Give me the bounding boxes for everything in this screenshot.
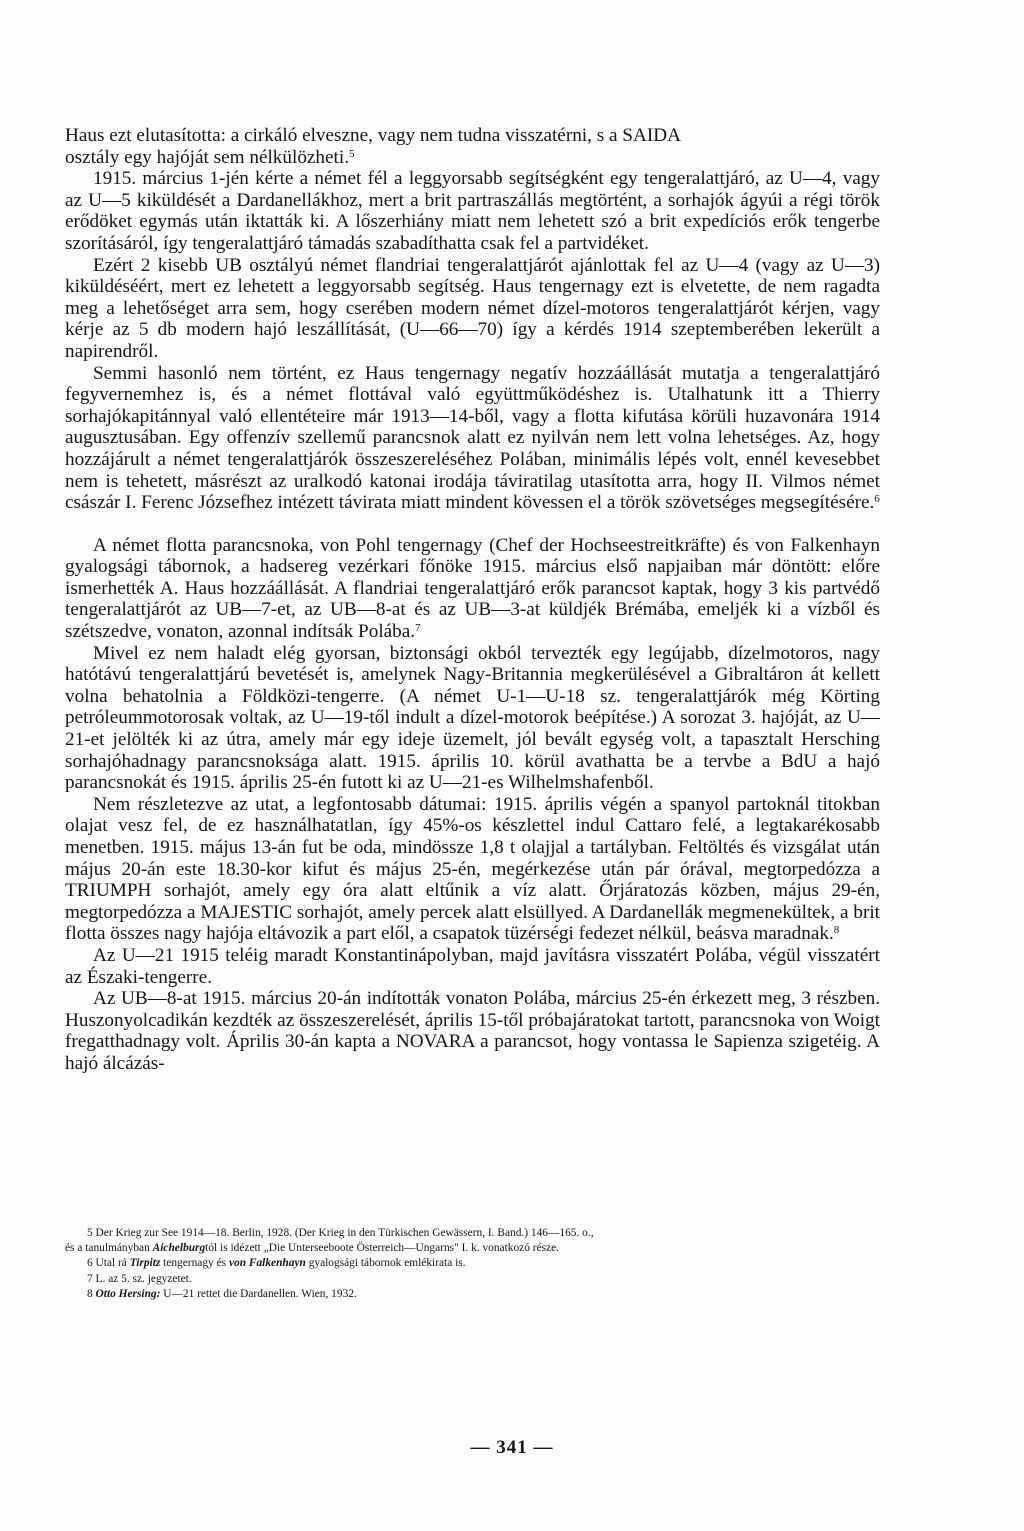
footnote-7: 7 L. az 5. sz. jegyzetet. bbox=[87, 1272, 192, 1285]
paragraph-3: Ezért 2 kisebb UB osztályú német flandriai tengeralattjárót ajánlottak fel az U—4 (vagy az U—3) kiküldéséért, mert ez lehetett a leggyorsabb segítség. Haus tengernagy ezt is elvetette, de nem ragadta meg a lehetőséget arra sem, hogy cserében modern német dízel-motoros tengeralattjárót kérjen, vagy kérje az 5 db modern hajó leszállítását, (U—66—70) így a kérdés 1914 szeptemberében lekerült a napirendről. bbox=[65, 254, 880, 362]
paragraph-1-line-1: Haus ezt elutasította: a cirkáló elveszne, vagy nem tudna visszatérni, s a SAIDA bbox=[65, 125, 681, 146]
footnote-ref-8: 8 bbox=[833, 924, 840, 937]
paragraph-7-text-start: Nem részletezve az utat, a legfontosabb dátumai: 1915. április végén a spanyol partoknál titokban olajat vesz fel, de ez használhatatlan, így 45 bbox=[65, 793, 880, 837]
footnote-6-text-c: gyalogsági tábornok emlékirata is. bbox=[305, 1257, 466, 1270]
paragraph-6: Mivel ez nem haladt elég gyorsan, biztonsági okból tervezték egy legújabb, dízelmotoros, nagy hatótávú tengeralattjárú bevetését is, amelynek Nagy-Britannia megkerülésével a Gibraltáron át kellett volna behatolnia a Földközi-tengerre. (A német U-1—U-18 sz. tengeralattjárók még Körting petróleummotorosak voltak, az U—19-től indult a dízel-motorok beépítése.) A sorozat 3. hajóját, az U—21-et jelölték ki az útra, amely már egy ideje üzemelt, jól bevált egység volt, a tapasztalt Hersching sorhajóhadnagy parancsnoksága alatt. 1915. április 10. körül avathatta be a tervbe a BdU a hajó parancsnokát és 1915. április 25-én futott ki az U—21-es Wilhelmshafenből. bbox=[65, 642, 880, 794]
footnote-5-line-1: 5 Der Krieg zur See 1914—18. Berlin, 1928. (Der Krieg in den Türkischen Gewässern, I. Band.) 146—165. o., bbox=[87, 1227, 594, 1239]
footnote-8-author: Otto Hersing: bbox=[95, 1287, 161, 1300]
footnote-6 bbox=[65, 1256, 880, 1271]
paragraph-7 bbox=[65, 794, 880, 945]
paragraph-1 bbox=[65, 125, 880, 168]
paragraph-5 bbox=[65, 535, 880, 643]
footnote-6-text-a: 6 Utal rá bbox=[87, 1257, 130, 1270]
paragraph-5-text: A német flotta parancsnoka, von Pohl tengernagy (Chef der Hochseestreitkräfte) és von Falkenhayn gyalogsági tábornok, a hadsereg vezérkari főnöke 1915. március első napjaiban már döntött: előre ismerhették A. Haus hozzáállását. A flandriai tengeralattjáró erők parancsot kaptak, hogy 3 kis partvédő tengeralattjárót az UB—7-et, az UB—8-at és az UB—3-at küldjék Brémába, emeljék ki a vízből és szétszedve, vonaton, azonnal indítsák Polába. bbox=[65, 534, 880, 643]
footnote-5-text-a: és a tanulmányban bbox=[65, 1242, 153, 1255]
footnote-6-text-b: tengernagy és bbox=[160, 1257, 229, 1270]
paragraph-4 bbox=[65, 363, 880, 514]
footnote-5 bbox=[65, 1226, 880, 1241]
paragraph-7-text-end: -os készlettel indul Cattaro felé, a legtakarékosabb menetben. 1915. május 13-án fut be oda, mindössze 1,8 t olajjal a tartályban. Feltöltés és vizsgálat után május 20-án este 18.30-kor kifut és május 25-én, megérkezése után pár órával, megtorpedózza a TRIUMPH sorhajót, amely egy óra alatt eltűnik a víz alatt. Őrjáratozás közben, május 29-én, megtorpedózza a MAJESTIC sorhajót, amely percek alatt elsüllyed. A Dardanellák megmenekültek, a brit flotta összes nagy hajója eltávozik a part elől, a csapatok tüzérségi fedezet nélkül, beásva maradnak. bbox=[65, 815, 880, 945]
footnote-8-text-a: 8 bbox=[87, 1287, 96, 1300]
footnote-ref-6: 6 bbox=[874, 493, 880, 506]
footnote-6-name-1: Tirpitz bbox=[129, 1257, 161, 1270]
paragraph-8: Az U—21 1915 teléig maradt Konstantinápolyban, majd javításra visszatért Polába, végül visszatért az Északi-tengerre. bbox=[65, 944, 880, 988]
footnote-ref-5: 5 bbox=[349, 147, 355, 160]
footnote-5-text-b: tól is idézett „Die Unterseeboote Österreich—Ungarns" I. k. vonatkozó része. bbox=[205, 1242, 560, 1255]
footnotes bbox=[65, 1226, 880, 1302]
body-text bbox=[65, 125, 880, 1075]
page-number: — 341 — bbox=[470, 1437, 554, 1458]
footnote-5-author: Aichelburg bbox=[152, 1242, 206, 1255]
footnote-8 bbox=[65, 1287, 880, 1302]
paragraph-4-text: Semmi hasonló nem történt, ez Haus tengernagy negatív hozzáállását mutatja a tengeralattjáró fegyvernemhez is, és a német flottával való együttműködéshez is. Utalhatunk itt a Thierry sorhajókapitánnyal való ellentéteire már 1913—14-ből, vagy a flotta kifutása körüli huzavonára 1914 augusztusában. Egy offenzív szellemű parancsnok alatt ez nyilván nem lett volna lehetséges. Az, hogy hozzájárult a német tengeralattjárók összeszereléséhez Polában, minimális lépés volt, ennél kevesebbet nem is tehetett, másrészt az uralkodó katonai irodája táviratilag utasította arra, hogy II. Vilmos német császár I. Ferenc Józsefhez intézett távirata miatt mindent kövessen el a török szövetséges megsegítésére. bbox=[65, 362, 880, 514]
footnote-8-text-b: U—21 rettet die Dardanellen. Wien, 1932. bbox=[160, 1287, 357, 1300]
paragraph-9: Az UB—8-at 1915. március 20-án indították vonaton Polába, március 25-én érkezett meg, 3 részben. Huszonyolcadikán kezdték az összeszerelését, április 15-től próbajáratokat tartott, parancsnoka von Woigt fregatthadnagy volt. Április 30-án kapta a NOVARA a parancsot, hogy vontassa le Sapienza szigetéig. A hajó álcázás- bbox=[65, 988, 880, 1074]
percent-sign: % bbox=[442, 815, 459, 837]
paragraph-1-line-2: osztály egy hajóját sem nélkülözheti. bbox=[65, 146, 349, 168]
footnote-5-continuation bbox=[65, 1241, 880, 1256]
footnote-6-name-2: von Falkenhayn bbox=[228, 1257, 306, 1270]
paragraph-2: 1915. március 1-jén kérte a német fél a leggyorsabb segítségként egy tengeralattjáró, az U—4, vagy az U—5 kiküldését a Dardanellákhoz, mert a brit partraszállás megtörtént, a sorhajók ágyúi a régi török erődöket egymás után iktatták ki. A lőszerhiány miatt nem lehetett szó a brit expedíciós erők tengerbe szorításáról, így tengeralattjáró támadás szabadíthatta csak fel a partvidéket. bbox=[65, 168, 880, 254]
footnote-ref-7: 7 bbox=[415, 622, 421, 635]
